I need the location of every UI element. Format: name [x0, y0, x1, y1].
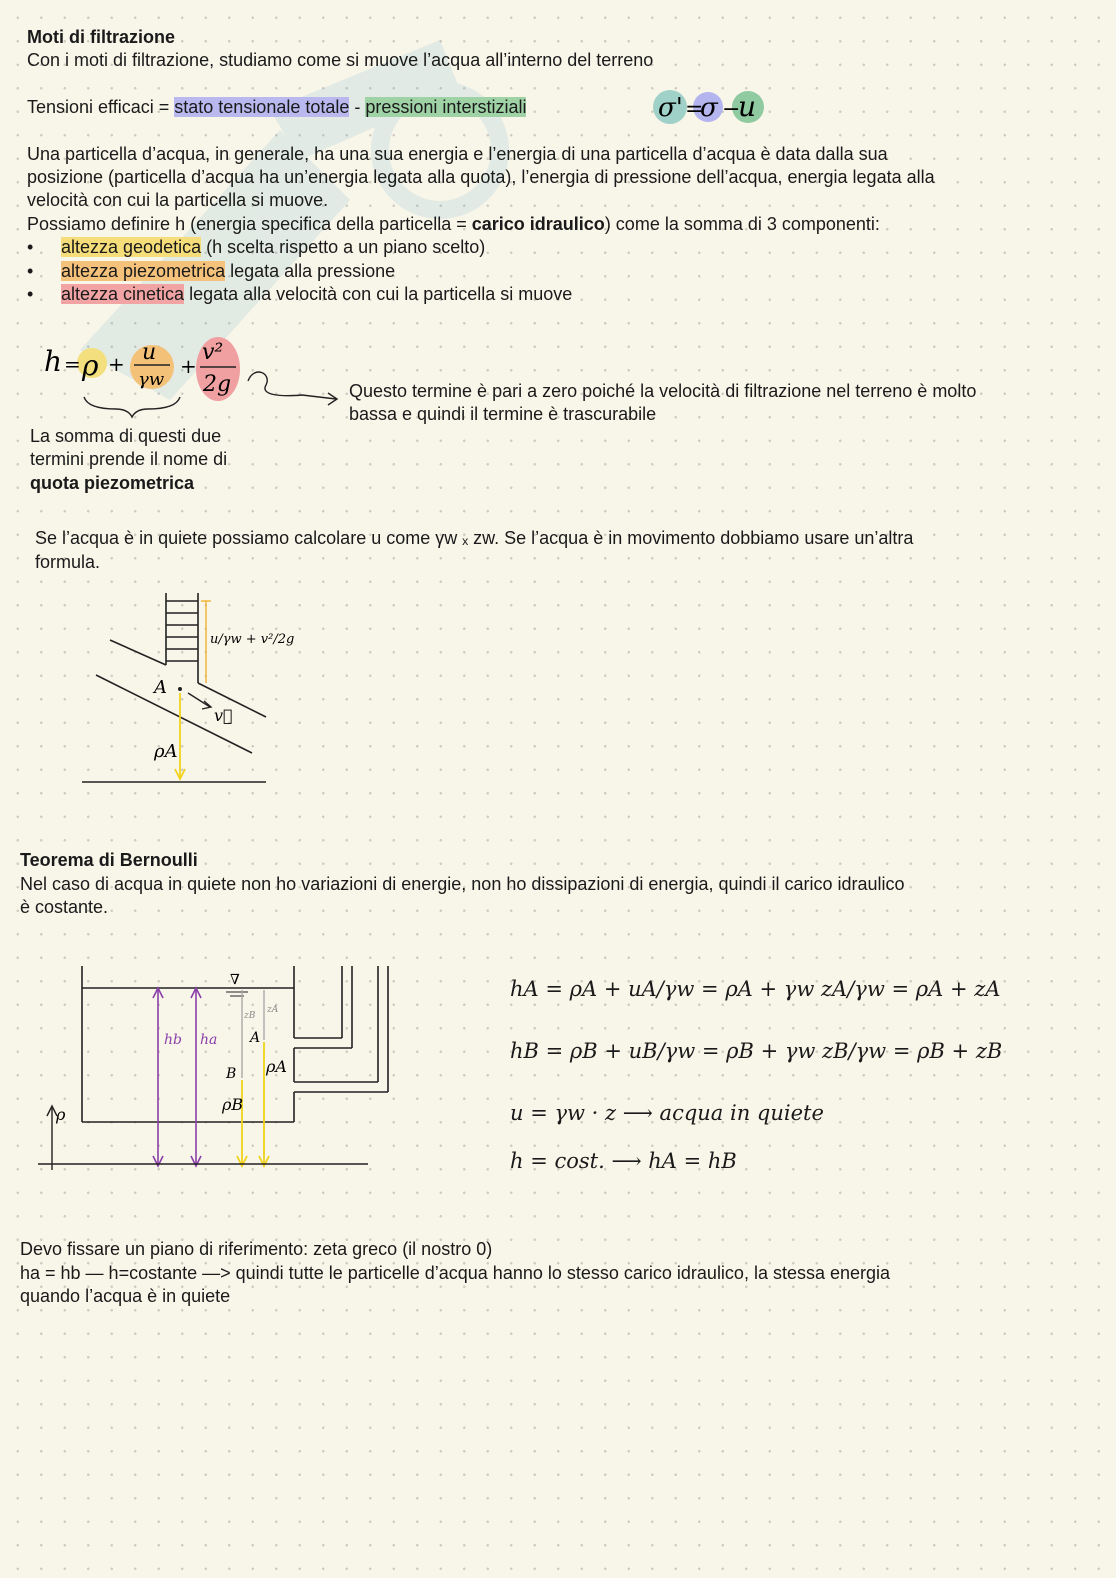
- u-symbol: u: [738, 90, 757, 123]
- bullet-mark-3: •: [27, 284, 34, 304]
- diagram1-label-rho: ρA: [154, 741, 178, 762]
- still-water-1: Se l’acqua è in quiete possiamo calcolare u come γw ₓ zw. Se l’acqua è in movimento dobbiamo usare un’altra: [35, 528, 914, 548]
- para2-post: ) come la somma di 3 componenti:: [604, 214, 880, 234]
- sum-note-2: termini prende il nome di: [30, 449, 228, 469]
- tension-label: Tensioni efficaci =: [27, 97, 175, 117]
- section-title-bernoulli: Teorema di Bernoulli: [20, 850, 198, 870]
- rho-symbol: ρ: [82, 349, 99, 382]
- piezometer-diagram: [80, 585, 295, 795]
- quota-piezometrica: quota piezometrica: [30, 473, 195, 493]
- equation-hA: hA = ρA + uA/γw = ρA + γw zA/γw = ρA + zA: [510, 977, 1001, 1001]
- label-rhoA: ρA: [266, 1057, 287, 1076]
- kinetic-note-1: Questo termine è pari a zero poiché la velocità di filtrazione nel terreno è molto: [349, 381, 977, 401]
- diagram1-frac: u/γw + v²/2g: [210, 632, 295, 647]
- bullet-mark-2: •: [27, 261, 34, 281]
- bernoulli-line-2: è costante.: [20, 897, 109, 917]
- label-zB: zB: [244, 1011, 256, 1021]
- bullet-rest-3: legata alla velocità con cui la particella si muove: [184, 284, 573, 304]
- equation-hB: hB = ρB + uB/γw = ρB + γw zB/γw = ρB + zB: [510, 1039, 1003, 1063]
- intro-text: Con i moti di filtrazione, studiamo come si muove l’acqua all’interno del terreno: [27, 50, 654, 70]
- diagram1-label-A: A: [154, 677, 167, 698]
- label-ha: ha: [200, 1032, 218, 1048]
- tension-total: stato tensionale totale: [174, 97, 350, 117]
- para1-line1: Una particella d’acqua, in generale, ha una sua energia e l’energia di una particella d’acqua è data dalla sua: [27, 144, 888, 164]
- v2-num: v²: [202, 340, 224, 365]
- u-num: u: [142, 340, 157, 365]
- sum-note-1: La somma di questi due: [30, 426, 222, 446]
- para2: [27, 213, 880, 237]
- bullet-geodetica: [27, 236, 485, 260]
- bullet-hl-1: altezza geodetica: [61, 237, 202, 257]
- bullet-hl-2: altezza piezometrica: [61, 261, 226, 281]
- ref-line-3: quando l’acqua è in quiete: [20, 1286, 231, 1306]
- tension-line: [27, 96, 526, 120]
- label-B: B: [226, 1066, 237, 1082]
- ref-line-1: Devo fissare un piano di riferimento: zeta greco (il nostro 0): [20, 1239, 493, 1259]
- para2-pre: Possiamo definire h (energia specifica della particella =: [27, 214, 472, 234]
- kinetic-note-2: bassa e quindi il termine è trascurabile: [349, 404, 657, 424]
- still-water-2: formula.: [35, 552, 101, 572]
- label-rhoB: ρB: [222, 1095, 244, 1114]
- bullet-hl-3: altezza cinetica: [61, 284, 185, 304]
- h-symbol: h: [44, 345, 63, 378]
- carico-formula: [40, 335, 350, 420]
- bernoulli-line-1: Nel caso di acqua in quiete non ho variazioni di energie, non ho dissipazioni di energia, quindi il carico idraulico: [20, 874, 905, 894]
- label-zA: zA: [267, 1005, 279, 1015]
- equation-hcost: h = cost. ⟶ hA = hB: [510, 1149, 737, 1173]
- label-hb: hb: [164, 1032, 182, 1048]
- bullet-rest-2: legata alla pressione: [225, 261, 396, 281]
- water-level-mark: ∇: [230, 972, 240, 988]
- ref-line-2: ha = hb — h=costante —> quindi tutte le particelle d’acqua hanno lo stesso carico idraulico, la stessa energia: [20, 1263, 891, 1283]
- minus-sign: −: [722, 97, 741, 122]
- label-A: A: [250, 1030, 261, 1046]
- bullet-mark-1: •: [27, 237, 34, 257]
- effective-stress-formula: [650, 88, 770, 128]
- plus-1: +: [108, 352, 125, 376]
- para1-line2: posizione (particella d’acqua ha un’energia legata alla quota), l’energia di pressione dell’acqua, energia legata alla: [27, 167, 935, 187]
- h-eq: =: [64, 352, 81, 376]
- carico-idraulico: carico idraulico: [471, 214, 605, 234]
- tension-minus: -: [349, 97, 366, 117]
- bullet-rest-1: (h scelta rispetto a un piano scelto): [201, 237, 486, 257]
- bullet-piezometrica: [27, 260, 395, 284]
- sigma: σ: [700, 93, 718, 123]
- plus-2: +: [180, 354, 197, 378]
- bullet-cinetica: [27, 283, 572, 307]
- section-title-moti: Moti di filtrazione: [27, 27, 175, 47]
- bernoulli-tank-diagram: [36, 960, 396, 1180]
- tension-pore: pressioni interstiziali: [365, 97, 527, 117]
- rho-axis-label: ρ: [56, 1105, 66, 1124]
- twog-den: 2g: [203, 372, 232, 397]
- gw-den: γw: [138, 369, 165, 390]
- para1-line3: velocità con cui la particella si muove.: [27, 190, 329, 210]
- sigma-prime: σ': [658, 93, 683, 123]
- equation-u: u = γw · z ⟶ acqua in quiete: [510, 1101, 824, 1125]
- diagram1-label-v: v⃗: [214, 706, 233, 725]
- eq-sign: =: [685, 97, 704, 122]
